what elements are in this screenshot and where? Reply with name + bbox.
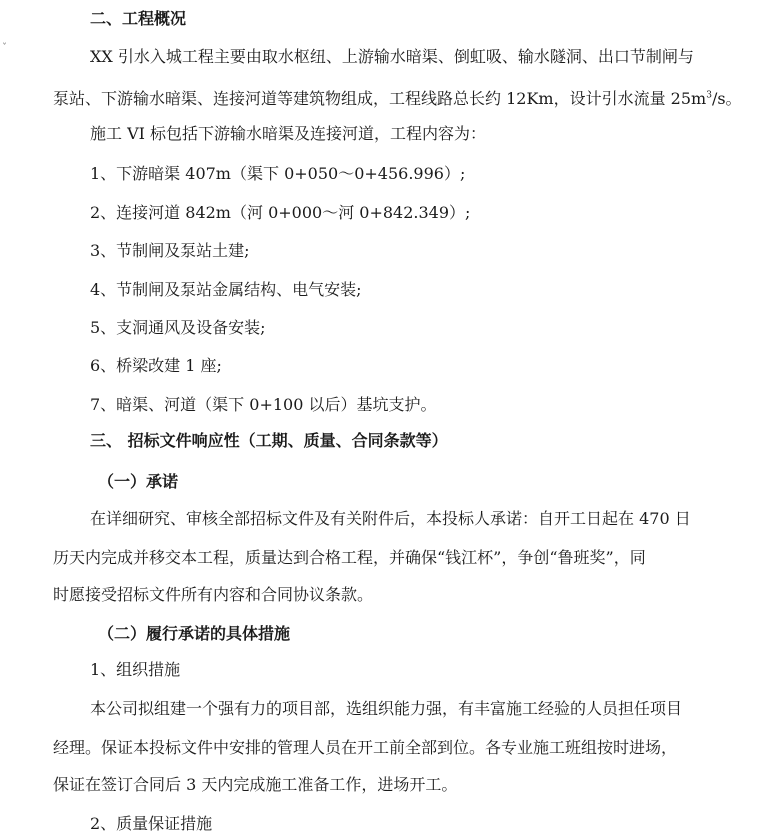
overview-line-1: XX 引水入城工程主要由取水枢纽、上游输水暗渠、倒虹吸、输水隧洞、出口节制闸与 <box>90 47 694 66</box>
commitment-heading: （一）承诺 <box>98 472 179 491</box>
scope-intro: 施工 VI 标包括下游输水暗渠及连接河道，工程内容为： <box>90 124 487 143</box>
commitment-line-2: 历天内完成并移交本工程，质量达到合格工程，并确保“钱江杯”，争创“鲁班奖”，同 <box>53 548 646 567</box>
scope-item-3: 3、节制闸及泵站土建; <box>90 241 250 260</box>
scope-item-2: 2、连接河道 842m（河 0+000～河 0+842.349）; <box>90 203 471 222</box>
org-line-1: 本公司拟组建一个强有力的项目部，选组织能力强，有丰富施工经验的人员担任项目 <box>90 699 683 718</box>
org-measures-heading: 1、组织措施 <box>90 660 181 679</box>
overview-line-2 <box>0 89 780 109</box>
quality-measures-heading: 2、质量保证措施 <box>90 814 213 833</box>
section-3-heading: 三、 招标文件响应性（工期、质量、合同条款等） <box>90 431 448 450</box>
overview-line-2-end: /s。 <box>711 89 742 108</box>
measures-heading: （二）履行承诺的具体措施 <box>98 624 291 643</box>
org-line-3: 保证在签订合同后 3 天内完成施工准备工作，进场开工。 <box>53 775 458 794</box>
org-line-2: 经理。保证本投标文件中安排的管理人员在开工前全部到位。各专业施工班组按时进场， <box>53 738 678 757</box>
section-2-heading: 二、工程概况 <box>90 9 187 28</box>
scope-item-1: 1、下游暗渠 407m（渠下 0+050～0+456.996）; <box>90 164 466 183</box>
commitment-line-3: 时愿接受招标文件所有内容和合同协议条款。 <box>53 585 374 604</box>
overview-line-2-sup: 3 <box>706 90 712 101</box>
overview-line-2-text: 泵站、下游输水暗渠、连接河道等建筑物组成，工程线路总长约 12Km，设计引水流量 25m <box>53 89 707 108</box>
scope-item-5: 5、支洞通风及设备安装; <box>90 318 266 337</box>
commitment-line-1: 在详细研究、审核全部招标文件及有关附件后，本投标人承诺：自开工日起在 470 日 <box>90 509 691 528</box>
scope-item-7: 7、暗渠、河道（渠下 0+100 以后）基坑支护。 <box>90 395 437 414</box>
scope-item-4: 4、节制闸及泵站金属结构、电气安装; <box>90 280 362 299</box>
margin-mark: ˇ <box>2 43 7 54</box>
scope-item-6: 6、桥梁改建 1 座; <box>90 356 222 375</box>
